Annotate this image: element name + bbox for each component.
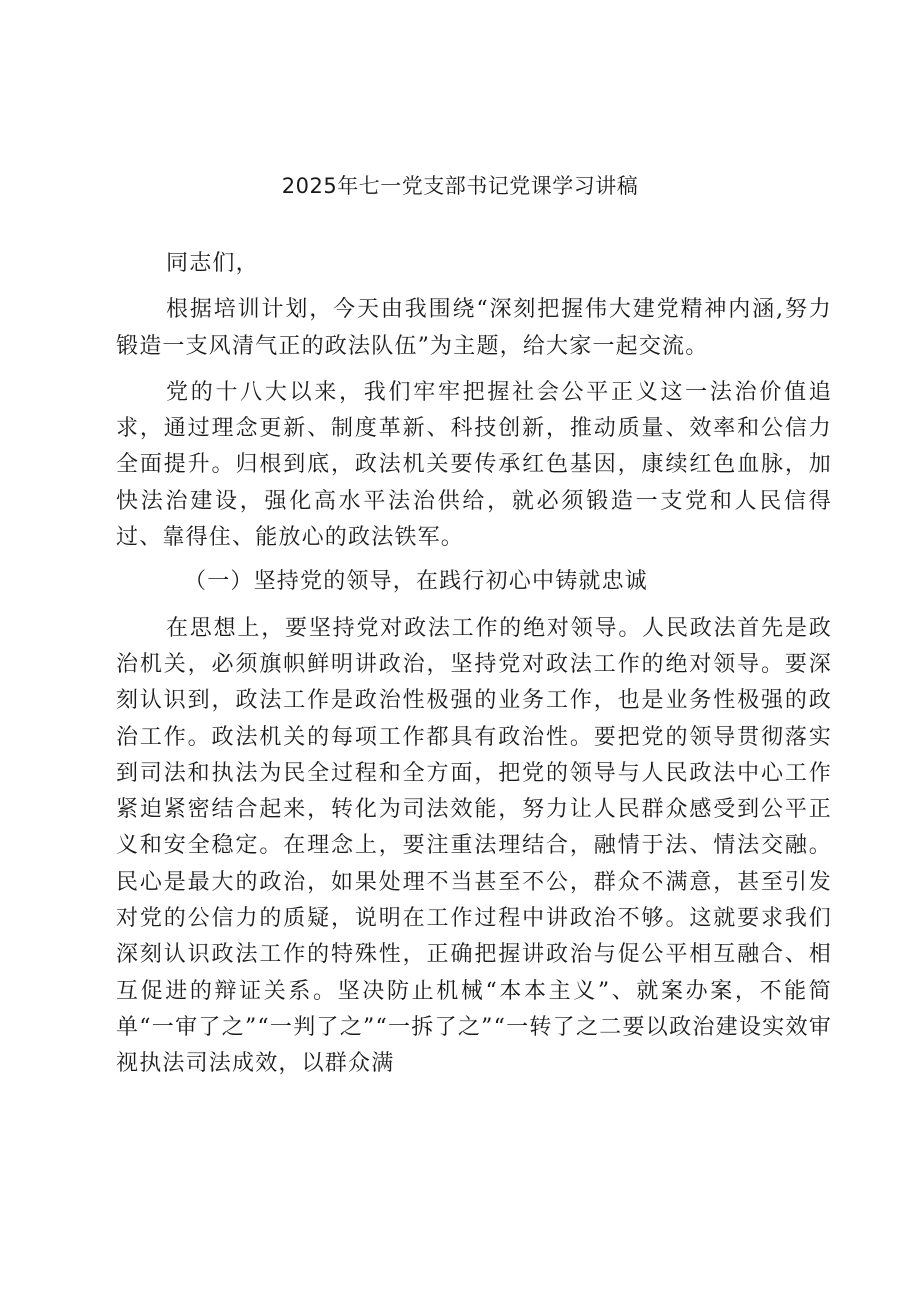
paragraph-intro: 根据培训计划，今天由我围绕“深刻把握伟大建党精神内涵,努力锻造一支风清气正的政法队伍”为主题，给大家一起交流。 <box>116 297 832 359</box>
salutation: 同志们， <box>166 251 259 276</box>
document-body <box>116 232 832 1083</box>
section-heading: （一）坚持党的领导，在践行初心中铸就忠诚 <box>184 569 649 595</box>
section-body: 在思想上，要坚持党对政法工作的绝对领导。人民政法首先是政治机关，必须旗帜鲜明讲政治，坚持党对政法工作的绝对领导。要深刻认识到，政法工作是政治性极强的业务工作，也是业务性极强的政治工作。政法机关的每项工作都具有政治性。要把党的领导贯彻落实到司法和执法为民全过程和全方面，把党的领导与人民政法中心工作紧迫紧密结合起来，转化为司法效能，努力让人民群众感受到公平正义和安全稳定。在理念上，要注重法理结合，融情于法、情法交融。民心是最大的政治，如果处理不当甚至不公，群众不满意，甚至引发对党的公信力的质疑，说明在工作过程中讲政治不够。这就要求我们深刻认识政法工作的特殊性，正确把握讲政治与促公平相互融合、相互促进的辩证关系。坚决防止机械“本本主义”、就案办案，不能简单“一审了之”“一判了之”“一拆了之”“一转了之二要以政治建设实效审视执法司法成效，以群众满 <box>116 615 832 1077</box>
document-title: 2025年七一党支部书记党课学习讲稿 <box>281 174 639 198</box>
paragraph-background: 党的十八大以来，我们牢牢把握社会公平正义这一法治价值追求，通过理念更新、制度革新、科技创新，推动质量、效率和公信力全面提升。归根到底，政法机关要传承红色基因，康续红色血脉，加快法治建设，强化高水平法治供给，就必须锻造一支党和人民信得过、靠得住、能放心的政法铁军。 <box>116 379 832 551</box>
